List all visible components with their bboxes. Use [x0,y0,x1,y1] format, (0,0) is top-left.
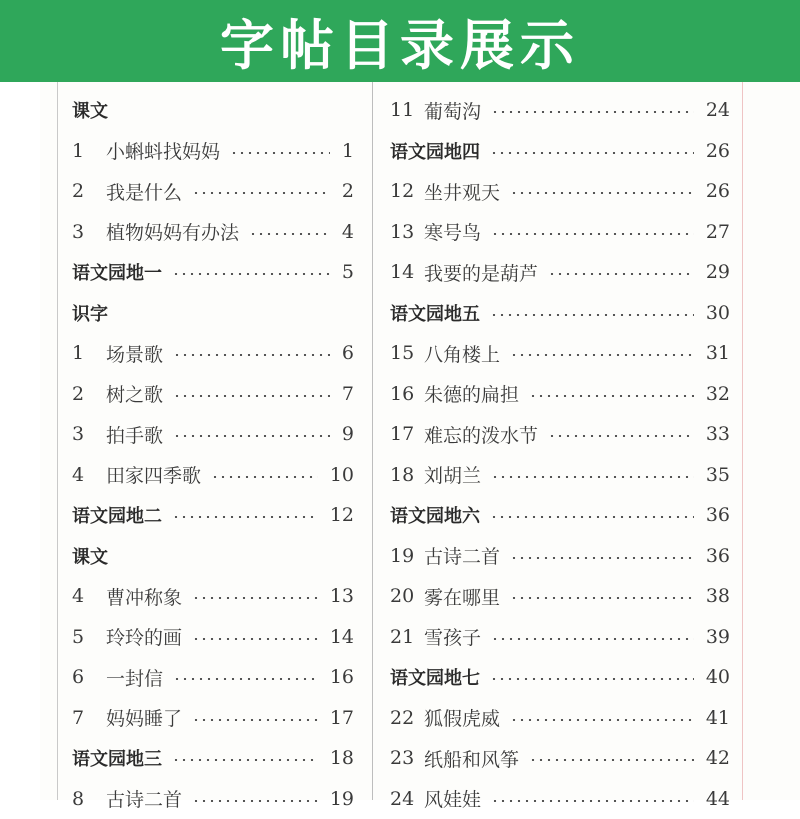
toc-leader-dots [173,678,318,680]
toc-page-number: 42 [706,747,730,769]
toc-entry-number: 18 [390,464,424,486]
toc-entry [72,576,354,617]
toc-entry-title: 我要的是葫芦 [424,259,538,286]
toc-entry-title: 雾在哪里 [424,583,500,610]
toc-leader-dots [510,192,694,194]
toc-entry [390,576,730,617]
toc-entry-number: 1 [72,140,106,162]
toc-entry-title: 纸船和风筝 [424,745,519,772]
toc-entry [72,779,354,819]
toc-entry [390,455,730,496]
toc-leader-dots [192,800,318,802]
toc-leader-dots [172,759,318,761]
toc-entry-title: 狐假虎威 [424,704,500,731]
toc-page-number: 18 [330,747,354,769]
toc-page-number: 26 [706,180,730,202]
toc-entry-title: 曹冲称象 [106,583,182,610]
toc-heading [72,293,354,334]
toc-entry-title: 坐井观天 [424,178,500,205]
toc-page-number: 35 [706,464,730,486]
toc-section-row [390,495,730,536]
toc-leader-dots [548,435,694,437]
toc-leader-dots [490,314,694,316]
toc-section-row [72,495,354,536]
toc-page-number: 33 [706,423,730,445]
toc-leader-dots [490,678,694,680]
toc-leader-dots [510,557,694,559]
toc-entry [390,90,730,131]
toc-entry-number: 13 [390,221,424,243]
toc-entry-title: 语文园地三 [72,745,162,771]
toc-leader-dots [192,638,318,640]
toc-leader-dots [490,152,694,154]
toc-entry-number: 3 [72,221,106,243]
toc-leader-dots [172,516,318,518]
toc-leader-dots [173,354,330,356]
toc-entry-title: 古诗二首 [424,542,500,569]
toc-heading [72,90,354,131]
toc-entry-title: 妈妈睡了 [106,704,182,731]
toc-entry-number: 17 [390,423,424,445]
toc-entry-title: 葡萄沟 [424,97,481,124]
toc-leader-dots [173,435,330,437]
toc-page-number: 36 [706,545,730,567]
toc-entry-title: 刘胡兰 [424,461,481,488]
toc-entry-title: 语文园地五 [390,300,480,326]
toc-entry-title: 朱德的扁担 [424,380,519,407]
toc-section-row [72,252,354,293]
toc-leader-dots [192,192,330,194]
toc-leader-dots [211,476,318,478]
toc-entry-number: 1 [72,342,106,364]
toc-section-row [390,293,730,334]
toc-entry [72,333,354,374]
toc-entry [72,374,354,415]
toc-entry-number: 15 [390,342,424,364]
toc-entry-title: 玲玲的画 [106,623,182,650]
toc-entry-title: 语文园地七 [390,664,480,690]
toc-section-row [72,738,354,779]
toc-page-number: 1 [342,140,354,162]
banner-title: 字帖目录展示 [220,3,580,80]
toc-entry-title: 拍手歌 [106,421,163,448]
toc-entry [390,252,730,293]
toc-leader-dots [529,395,694,397]
banner [0,0,800,82]
toc-page-number: 41 [706,707,730,729]
toc-entry-number: 11 [390,99,424,121]
toc-leader-dots [491,111,694,113]
toc-entry [390,738,730,779]
toc-entry-title: 我是什么 [106,178,182,205]
toc-entry [72,212,354,253]
toc-leader-dots [491,476,694,478]
toc-leader-dots [491,800,694,802]
toc-entry-title: 植物妈妈有办法 [106,218,239,245]
toc-page-number: 44 [706,788,730,810]
toc-leader-dots [192,719,318,721]
toc-entry-number: 5 [72,626,106,648]
toc-entry-number: 19 [390,545,424,567]
toc-entry-number: 14 [390,261,424,283]
page-edge-line [742,82,743,800]
toc-entry [72,131,354,172]
toc-entry-title: 八角楼上 [424,340,500,367]
toc-leader-dots [172,273,330,275]
toc-section-row [390,657,730,698]
toc-right-column [390,90,730,819]
toc-entry-number: 7 [72,707,106,729]
toc-leader-dots [490,516,694,518]
toc-leader-dots [249,233,330,235]
toc-page-number: 13 [330,585,354,607]
toc-entry-number: 2 [72,180,106,202]
toc-page-number: 9 [342,423,354,445]
toc-leader-dots [491,638,694,640]
toc-leader-dots [510,354,694,356]
toc-entry-number: 8 [72,788,106,810]
toc-page-number: 26 [706,140,730,162]
toc-heading [72,536,354,577]
toc-leader-dots [548,273,694,275]
toc-entry [72,414,354,455]
toc-page-number: 32 [706,383,730,405]
page-margin-line [57,82,58,800]
toc-entry [390,617,730,658]
toc-entry-number: 20 [390,585,424,607]
toc-entry [390,374,730,415]
toc-entry-title: 语文园地四 [390,138,480,164]
toc-page-number: 14 [330,626,354,648]
toc-entry [72,698,354,739]
toc-entry [72,657,354,698]
toc-page-number: 30 [706,302,730,324]
toc-page-number: 17 [330,707,354,729]
toc-left-column [72,90,354,819]
toc-page-number: 12 [330,504,354,526]
toc-entry-title: 难忘的泼水节 [424,421,538,448]
toc-entry-title: 树之歌 [106,380,163,407]
toc-entry [390,698,730,739]
toc-entry [72,617,354,658]
toc-page-number: 10 [330,464,354,486]
toc-page-number: 5 [342,261,354,283]
toc-entry-title: 风娃娃 [424,785,481,812]
toc-entry-number: 6 [72,666,106,688]
toc-page-number: 36 [706,504,730,526]
toc-entry [72,455,354,496]
toc-entry-number: 16 [390,383,424,405]
toc-entry [390,536,730,577]
toc-leader-dots [491,233,694,235]
toc-entry-title: 语文园地一 [72,259,162,285]
toc-entry-number: 22 [390,707,424,729]
toc-entry [390,333,730,374]
toc-entry [390,779,730,819]
toc-entry-title: 寒号鸟 [424,218,481,245]
toc-leader-dots [192,597,318,599]
toc-entry-title: 田家四季歌 [106,461,201,488]
toc-leader-dots [510,719,694,721]
toc-entry-title: 雪孩子 [424,623,481,650]
toc-page-number: 31 [706,342,730,364]
toc-page-number: 29 [706,261,730,283]
toc-entry-number: 21 [390,626,424,648]
toc-entry-title: 一封信 [106,664,163,691]
column-divider [372,82,373,800]
toc-entry-title: 语文园地二 [72,502,162,528]
toc-entry-title: 课文 [72,97,108,123]
toc-page-number: 39 [706,626,730,648]
toc-page-number: 16 [330,666,354,688]
toc-page-number: 19 [330,788,354,810]
toc-section-row [390,131,730,172]
toc-entry-number: 4 [72,464,106,486]
toc-leader-dots [173,395,330,397]
toc-entry-title: 古诗二首 [106,785,182,812]
toc-entry-title: 语文园地六 [390,502,480,528]
toc-entry [390,414,730,455]
toc-entry-number: 3 [72,423,106,445]
toc-entry-title: 场景歌 [106,340,163,367]
toc-entry-title: 识字 [72,300,108,326]
toc-page-number: 24 [706,99,730,121]
toc-entry-number: 24 [390,788,424,810]
toc-leader-dots [230,152,330,154]
toc-entry-number: 12 [390,180,424,202]
toc-entry [390,171,730,212]
toc-entry-number: 4 [72,585,106,607]
toc-page-number: 6 [342,342,354,364]
toc-page-number: 4 [342,221,354,243]
toc-entry-number: 2 [72,383,106,405]
toc-page-number: 27 [706,221,730,243]
toc-entry-title: 小蝌蚪找妈妈 [106,137,220,164]
toc-page-number: 2 [342,180,354,202]
toc-entry [390,212,730,253]
toc-page-number: 7 [342,383,354,405]
toc-entry-title: 课文 [72,543,108,569]
toc-page-number: 38 [706,585,730,607]
toc-page-number: 40 [706,666,730,688]
toc-leader-dots [529,759,694,761]
toc-entry-number: 23 [390,747,424,769]
toc-leader-dots [510,597,694,599]
toc-entry [72,171,354,212]
